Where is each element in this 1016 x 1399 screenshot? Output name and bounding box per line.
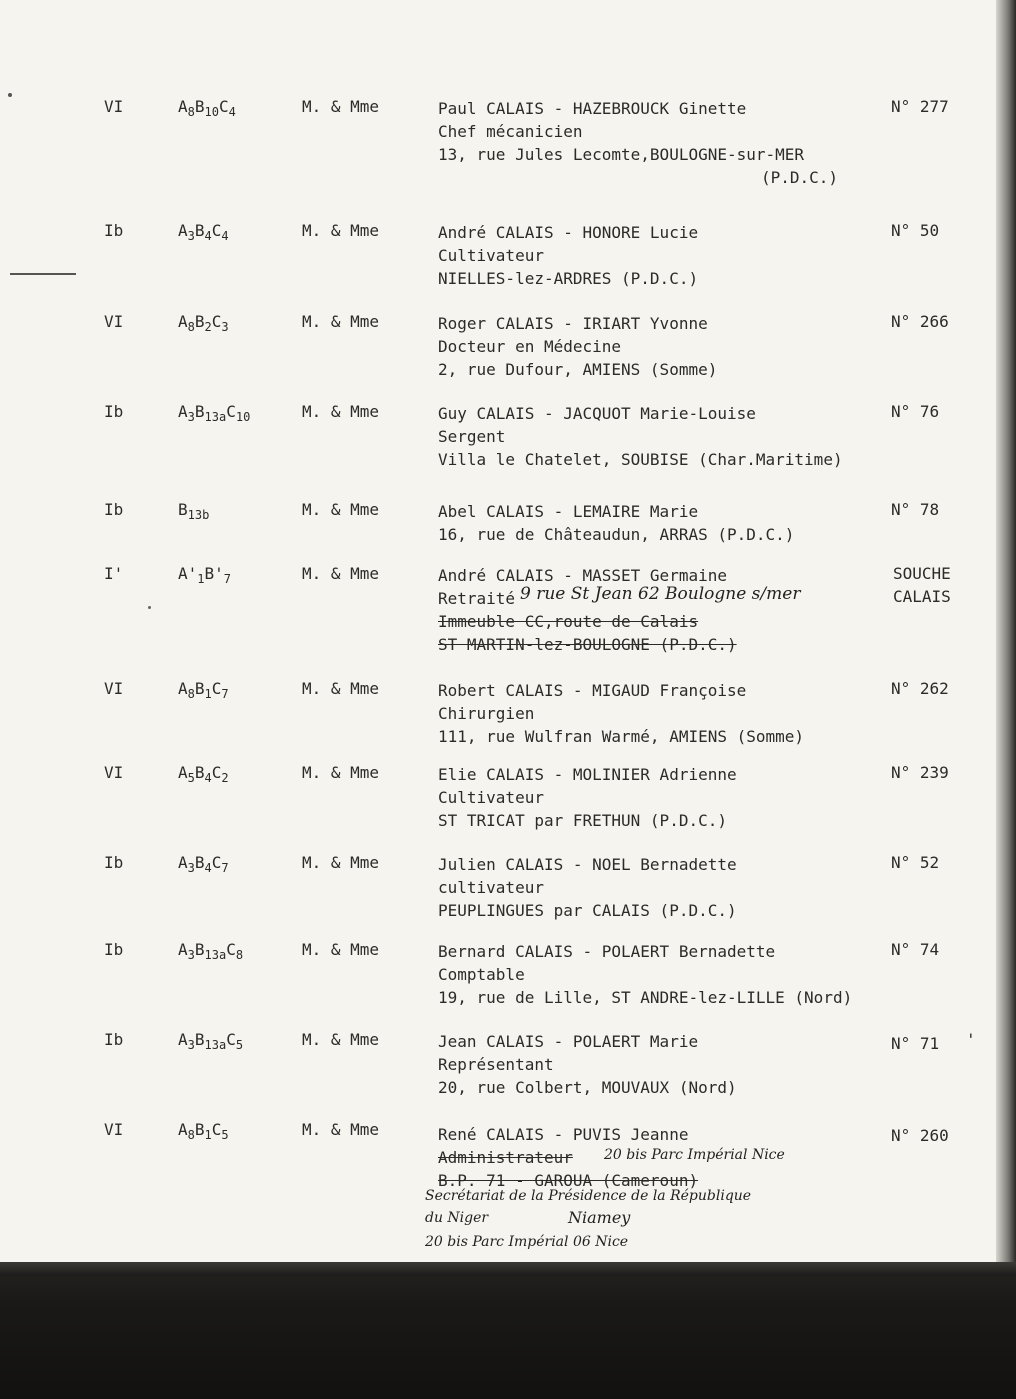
- handwritten-annotation: 20 bis Parc Impérial Nice: [604, 1147, 785, 1163]
- directory-entry: [0, 221, 1006, 291]
- entry-name: Guy CALAIS - JACQUOT Marie-Louise: [438, 404, 756, 423]
- entry-code: $A_5B_4C_2$: [178, 763, 229, 786]
- entry-details: [438, 312, 717, 381]
- entry-name: Bernard CALAIS - POLAERT Bernadette: [438, 942, 776, 961]
- directory-entry: [0, 564, 1006, 664]
- entry-address-line2-struck: ST MARTIN-lez-BOULOGNE (P.D.C.): [438, 635, 737, 654]
- entry-number: N° 260: [891, 1126, 949, 1145]
- entry-profession: Cultivateur: [438, 246, 544, 265]
- entry-name: Jean CALAIS - POLAERT Marie: [438, 1032, 699, 1051]
- entry-address: 20, rue Colbert, MOUVAUX (Nord): [438, 1078, 737, 1097]
- handwritten-annotation: du Niger: [425, 1210, 489, 1226]
- entry-address: 13, rue Jules Lecomte,BOULOGNE-sur-MER: [438, 145, 805, 164]
- directory-entry: [0, 500, 1006, 570]
- entry-class: VI: [104, 312, 124, 331]
- entry-address: Villa le Chatelet, SOUBISE (Char.Maritime): [438, 450, 843, 469]
- entry-class: Ib: [104, 940, 124, 959]
- entry-name: René CALAIS - PUVIS Jeanne: [438, 1125, 689, 1144]
- entry-details: [438, 97, 838, 189]
- entry-name: André CALAIS - MASSET Germaine: [438, 566, 727, 585]
- entry-number: SOUCHE: [893, 564, 951, 583]
- entry-code: $A_8B_{10}C_4$: [178, 97, 236, 120]
- entry-couple: M. & Mme: [302, 1030, 380, 1049]
- handwritten-annotation: 20 bis Parc Impérial 06 Nice: [425, 1234, 629, 1250]
- entry-couple: M. & Mme: [302, 679, 380, 698]
- entry-address: ST TRICAT par FRETHUN (P.D.C.): [438, 811, 727, 830]
- entry-address: 111, rue Wulfran Warmé, AMIENS (Somme): [438, 727, 805, 746]
- entry-profession: Retraité: [438, 589, 516, 608]
- entry-couple: M. & Mme: [302, 500, 380, 519]
- entry-profession: Cultivateur: [438, 788, 544, 807]
- entry-class: VI: [104, 1120, 124, 1139]
- entry-class: Ib: [104, 1030, 124, 1049]
- entry-address: 2, rue Dufour, AMIENS (Somme): [438, 360, 718, 379]
- entry-name: Abel CALAIS - LEMAIRE Marie: [438, 502, 699, 521]
- entry-code: $A_3B_4C_7$: [178, 853, 229, 876]
- entry-couple: M. & Mme: [302, 1120, 380, 1139]
- entry-couple: M. & Mme: [302, 564, 380, 583]
- entry-couple: M. & Mme: [302, 853, 380, 872]
- handwritten-annotation: Secrétariat de la Présidence de la République: [425, 1188, 752, 1204]
- entry-number: N° 74: [891, 940, 940, 959]
- handwritten-annotation: 9 rue St Jean 62 Boulogne s/mer: [520, 584, 801, 604]
- entry-address: NIELLES-lez-ARDRES (P.D.C.): [438, 269, 699, 288]
- entry-number: N° 76: [891, 402, 940, 421]
- entry-number: N° 78: [891, 500, 940, 519]
- entry-couple: M. & Mme: [302, 940, 380, 959]
- entry-name: André CALAIS - HONORE Lucie: [438, 223, 699, 242]
- entry-profession: Chef mécanicien: [438, 122, 583, 141]
- entry-profession: Docteur en Médecine: [438, 337, 622, 356]
- page-edge-shadow: [996, 0, 1016, 1262]
- entry-address: 16, rue de Châteaudun, ARRAS (P.D.C.): [438, 525, 795, 544]
- entry-code: $A_8B_2C_3$: [178, 312, 229, 335]
- entry-class: Ib: [104, 500, 124, 519]
- entry-couple: M. & Mme: [302, 221, 380, 240]
- entry-code: $A_3B_{13a}C_{10}$: [178, 402, 251, 425]
- entry-details: [438, 763, 737, 832]
- entry-details: [438, 1030, 737, 1099]
- entry-name: Robert CALAIS - MIGAUD Françoise: [438, 681, 747, 700]
- entry-number-line2: CALAIS: [893, 587, 951, 606]
- directory-entry: [0, 940, 1006, 1010]
- entry-number: N° 50: [891, 221, 940, 240]
- entry-address-struck: Immeuble CC,route de Calais: [438, 612, 699, 631]
- entry-class: Ib: [104, 853, 124, 872]
- directory-entry: [0, 1030, 1006, 1100]
- scan-background: [0, 1262, 1016, 1399]
- entry-address: PEUPLINGUES par CALAIS (P.D.C.): [438, 901, 737, 920]
- entry-number: N° 277: [891, 97, 949, 116]
- entry-code: $A_3B_{13a}C_8$: [178, 940, 244, 963]
- entry-class: VI: [104, 97, 124, 116]
- entry-code: $A'_1B'_7$: [178, 564, 231, 587]
- entry-details: [438, 500, 794, 546]
- directory-entry: [0, 97, 1006, 187]
- entry-address-line2: (P.D.C.): [760, 168, 838, 187]
- entry-address-struck: B.P. 71 - GAROUA (Cameroun): [438, 1171, 699, 1190]
- directory-entry: [0, 402, 1006, 472]
- entry-class: VI: [104, 763, 124, 782]
- entry-name: Elie CALAIS - MOLINIER Adrienne: [438, 765, 737, 784]
- entry-details: [438, 679, 804, 748]
- directory-entry: [0, 763, 1006, 833]
- entry-couple: M. & Mme: [302, 97, 380, 116]
- entry-number: N° 262: [891, 679, 949, 698]
- entry-details: [438, 940, 852, 1009]
- entry-class: I': [104, 564, 124, 583]
- entry-details: [438, 853, 737, 922]
- entry-code: $A_3B_4C_4$: [178, 221, 229, 244]
- entry-code: $A_3B_{13a}C_5$: [178, 1030, 244, 1053]
- entry-profession: Représentant: [438, 1055, 554, 1074]
- entry-profession: Comptable: [438, 965, 525, 984]
- directory-entry: [0, 312, 1006, 382]
- entry-couple: M. & Mme: [302, 402, 380, 421]
- entry-class: Ib: [104, 221, 124, 240]
- entry-name: Julien CALAIS - NOEL Bernadette: [438, 855, 737, 874]
- handwritten-annotation: Niamey: [568, 1208, 631, 1227]
- entry-name: Paul CALAIS - HAZEBROUCK Ginette: [438, 99, 747, 118]
- entry-profession: cultivateur: [438, 878, 544, 897]
- entry-code: $A_8B_1C_5$: [178, 1120, 229, 1143]
- entry-couple: M. & Mme: [302, 763, 380, 782]
- entry-number: N° 52: [891, 853, 940, 872]
- directory-entry: [0, 853, 1006, 923]
- entry-class: VI: [104, 679, 124, 698]
- entry-profession: Sergent: [438, 427, 506, 446]
- entry-number: N° 266: [891, 312, 949, 331]
- entry-couple: M. & Mme: [302, 312, 380, 331]
- entry-details: [438, 221, 698, 290]
- entry-profession: Chirurgien: [438, 704, 535, 723]
- entry-address: 19, rue de Lille, ST ANDRE-lez-LILLE (Nord): [438, 988, 853, 1007]
- entry-profession-struck: Administrateur: [438, 1148, 573, 1167]
- entry-number: N° 239: [891, 763, 949, 782]
- entry-number: N° 71: [891, 1034, 940, 1053]
- entry-name: Roger CALAIS - IRIART Yvonne: [438, 314, 708, 333]
- directory-entry: [0, 1120, 1006, 1260]
- entry-class: Ib: [104, 402, 124, 421]
- entry-details: [438, 564, 737, 656]
- entry-details: [438, 402, 843, 471]
- entry-number-mark: ': [966, 1030, 976, 1049]
- entry-code: $A_8B_1C_7$: [178, 679, 229, 702]
- entry-code: $B_{13b}$: [178, 500, 210, 523]
- directory-entry: [0, 679, 1006, 749]
